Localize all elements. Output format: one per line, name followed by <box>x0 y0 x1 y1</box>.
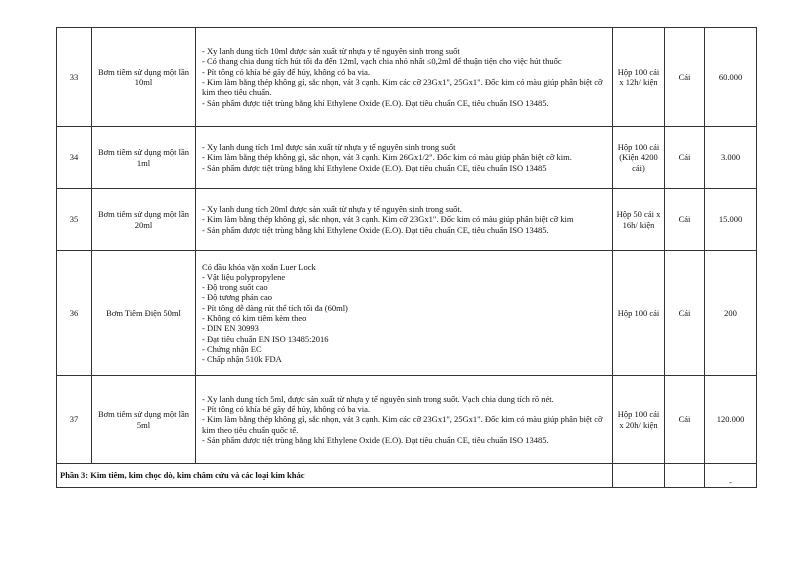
product-description <box>196 127 613 189</box>
description-line: - Vật liệu polypropylene <box>202 271 286 282</box>
unit-price: 200 <box>705 251 757 376</box>
description-line: Có đầu khóa vặn xoắn Luer Lock <box>202 261 316 272</box>
packaging: Hộp 50 cái x 16h/ kiện <box>613 189 665 251</box>
description-line: - Chấp nhận 510k FDA <box>202 354 282 365</box>
description-line: - DIN EN 30993 <box>202 323 259 334</box>
description-line: - Xy lanh dung tích 5ml, được sản xuất từ nhựa y tế nguyên sinh trong suốt. Vạch chia dung tích rõ nét. <box>202 393 554 404</box>
unit: Cái <box>665 127 705 189</box>
description-line: - Chứng nhận EC <box>202 343 262 354</box>
product-name: Bơm tiêm sử dụng một lần 20ml <box>92 189 196 251</box>
table-row <box>57 127 757 189</box>
unit: Cái <box>665 376 705 464</box>
packaging: Hộp 100 cái x 20h/ kiện <box>613 376 665 464</box>
unit: Cái <box>665 28 705 127</box>
description-line: - Không có kim tiêm kèm theo <box>202 313 307 323</box>
row-number: 34 <box>57 127 92 189</box>
description-line: - Sản phẩm được tiệt trùng bằng khí Ethylene Oxide (E.O). Đạt tiêu chuẩn CE, tiêu chuẩn ISO 13485. <box>202 434 549 445</box>
product-description <box>196 189 613 251</box>
description-line: - Sản phẩm được tiệt trùng bằng khí Ethylene Oxide (E.O). Đạt tiêu chuẩn CE, tiêu chuẩn ISO 13485. <box>202 97 549 108</box>
unit-price: 60.000 <box>705 28 757 127</box>
unit: Cái <box>665 189 705 251</box>
product-description <box>196 251 613 376</box>
description-line: - Xy lanh dung tích 1ml được sản xuất từ nhựa y tế nguyên sinh trong suốt <box>202 142 456 153</box>
description-line: - Độ trong suốt cao <box>202 282 268 293</box>
description-line: - Sản phẩm được tiệt trùng bằng khí Ethylene Oxide (E.O). Đạt tiêu chuẩn CE, tiêu chuẩn ISO 13485. <box>202 224 549 235</box>
product-name: Bơm tiêm sử dụng một lần 10ml <box>92 28 196 127</box>
product-description <box>196 376 613 464</box>
table-row <box>57 28 757 127</box>
section-price: - <box>705 464 757 488</box>
empty-cell <box>613 464 665 488</box>
unit-price: 120.000 <box>705 376 757 464</box>
description-line: - Độ tương phản cao <box>202 292 273 303</box>
description-line: - Xy lanh dung tích 20ml được sản xuất từ nhựa y tế nguyên sinh trong suốt. <box>202 204 462 215</box>
table-row <box>57 189 757 251</box>
packaging: Hộp 100 cái (Kiện 4200 cái) <box>613 127 665 189</box>
description-line: - Kim làm bằng thép không gỉ, sắc nhọn, vát 3 cạnh. Kim các cỡ 23Gx1", 25Gx1". Đốc kim có màu giúp phân biệt cỡ kim theo tiêu chuẩn quốc tế. <box>202 414 603 435</box>
description-line: - Kim làm bằng thép không gỉ, sắc nhọn, vát 3 cạnh. Kim các cỡ 23Gx1", 25Gx1". Đốc kim có màu giúp phân biệt cỡ kim theo tiêu chuẩn. <box>202 77 603 98</box>
unit-price: 3.000 <box>705 127 757 189</box>
description-line: - Kim làm bằng thép không gỉ, sắc nhọn, vát 3 cạnh. Kim cỡ 23Gx1". Đốc kim có màu giúp phân biệt cỡ kim <box>202 214 574 225</box>
description-line: - Pít tông có khía bẻ gãy để hủy, không có ba via. <box>202 404 370 415</box>
description-line: - Kim làm bằng thép không gỉ, sắc nhọn, vát 3 cạnh. Kim 26Gx1/2". Đốc kim có màu giúp phân biệt cỡ kim. <box>202 152 572 163</box>
row-number: 35 <box>57 189 92 251</box>
product-name: Bơm tiêm sử dụng một lần 1ml <box>92 127 196 189</box>
description-line: - Có thang chia dung tích hút tối đa đến 12ml, vạch chia nhỏ nhất ≤0,2ml để thuận tiện cho việc hút thuốc <box>202 56 562 67</box>
unit: Cái <box>665 251 705 376</box>
price-table <box>56 27 757 488</box>
packaging: Hộp 100 cái <box>613 251 665 376</box>
packaging: Hộp 100 cái x 12h/ kiện <box>613 28 665 127</box>
section-header-row <box>57 464 757 488</box>
unit-price: 15.000 <box>705 189 757 251</box>
product-name: Bơm Tiêm Điện 50ml <box>92 251 196 376</box>
product-description <box>196 28 613 127</box>
product-name: Bơm tiêm sử dụng một lần 5ml <box>92 376 196 464</box>
description-line: - Xy lanh dung tích 10ml được sản xuất từ nhựa y tế nguyên sinh trong suốt <box>202 46 460 57</box>
empty-cell <box>665 464 705 488</box>
table-row <box>57 251 757 376</box>
description-line: - Sản phẩm được tiệt trùng bằng khí Ethylene Oxide (E.O). Đạt tiêu chuẩn CE, tiêu chuẩn ISO 13485 <box>202 162 547 173</box>
table-row <box>57 376 757 464</box>
row-number: 36 <box>57 251 92 376</box>
description-line: - Pít tông có khía bẻ gãy để hủy, không có ba via. <box>202 66 370 77</box>
section-title: Phần 3: Kim tiêm, kim chọc dò, kim châm cứu và các loại kim khác <box>57 464 613 488</box>
description-line: - Pít tông dễ dàng rút thể tích tối đa (60ml) <box>202 302 348 313</box>
row-number: 33 <box>57 28 92 127</box>
description-line: - Đạt tiêu chuẩn EN ISO 13485:2016 <box>202 333 329 344</box>
row-number: 37 <box>57 376 92 464</box>
